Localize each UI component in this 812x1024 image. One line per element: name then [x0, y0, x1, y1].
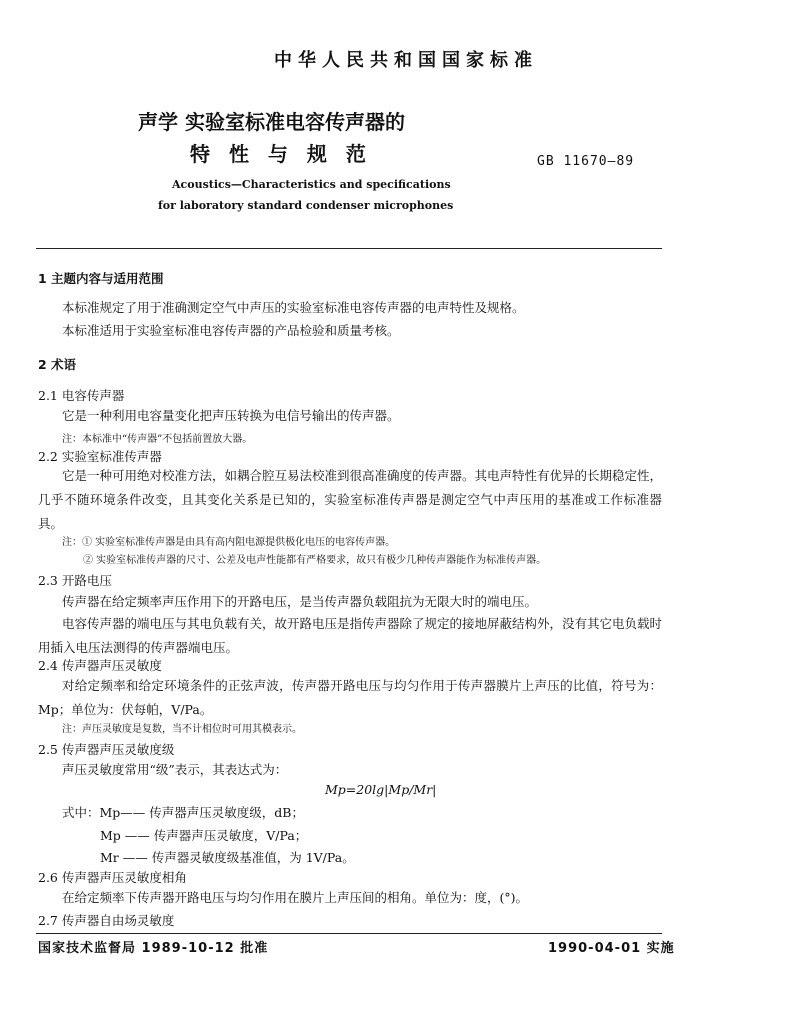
- section-2-5-paragraph: 声压灵敏度常用“级”表示，其表达式为：: [62, 762, 288, 777]
- section-2-4-paragraph: 对给定频率和给定环境条件的正弦声波，传声器开路电压与均匀作用于传声器膜片上声压的比值，符号为：Mp；单位为：伏每帕，V/Pa。: [38, 678, 662, 717]
- bottom-divider: [36, 933, 662, 934]
- section-2-3-paragraph-2: 电容传声器的端电压与其电负载有关，故开路电压是指传声器除了规定的接地屏蔽结构外，没有其它电负载时用插入电压法测得的传声器端电压。: [38, 616, 663, 655]
- standard-number: GB 11670—89: [537, 154, 635, 169]
- section-2-2-note-2: ② 实验室标准传声器的尺寸、公差及电声性能都有严格要求，故只有极少几种传声器能作为标准传声器。: [83, 555, 547, 566]
- top-divider: [36, 248, 662, 249]
- title-en-line2: for laboratory standard condenser microphones: [158, 199, 454, 212]
- section-2-5-definition-3: Mr —— 传声器灵敏度级基准值，为 1V/Pa。: [100, 850, 355, 865]
- section-2-7-heading: 2.7 传声器自由场灵敏度: [38, 913, 175, 928]
- section-2-6-paragraph: 在给定频率下传声器开路电压与均匀作用在膜片上声压间的相角。单位为：度，(°)。: [62, 890, 529, 905]
- document-header: 中华人民共和国国家标准: [274, 50, 538, 71]
- section-1-paragraph-2: 本标准适用于实验室标准电容传声器的产品检验和质量考核。: [62, 323, 400, 338]
- section-2-1-note: 注：本标准中“传声器”不包括前置放大器。: [62, 434, 253, 445]
- section-2-3-paragraph-1: 传声器在给定频率声压作用下的开路电压，是当传声器负载阻抗为无限大时的端电压。: [62, 594, 538, 609]
- effective-date: 1990-04-01 实施: [548, 941, 675, 956]
- section-2-5-definition-1: 式中：Mp—— 传声器声压灵敏度级，dB；: [62, 805, 304, 820]
- section-2-5-definition-2: Mp —— 传声器声压灵敏度，V/Pa；: [100, 828, 308, 843]
- section-2-2-heading: 2.2 实验室标准传声器: [38, 449, 162, 464]
- title-cn-line2: 特 性 与 规 范: [190, 142, 372, 166]
- section-2-1-paragraph: 它是一种利用电容量变化把声压转换为电信号输出的传声器。: [62, 408, 400, 423]
- section-2-2-paragraph: 它是一种可用绝对校准方法，如耦合腔互易法校准到很高准确度的传声器。其电声特性有优异的长期稳定性，几乎不随环境条件改变，且其变化关系是已知的，实验室标准传声器是测定空气中声压用的基准或工作标准器具。: [38, 468, 663, 531]
- section-2-2-note-1: 注：① 实验室标准传声器是由具有高内阻电源提供极化电压的电容传声器。: [62, 537, 396, 548]
- section-2-4-note: 注：声压灵敏度是复数，当不计相位时可用其模表示。: [62, 724, 302, 735]
- section-2-5-formula: Mp=20lg|Mp/Mr|: [325, 782, 437, 797]
- section-2-5-heading: 2.5 传声器声压灵敏度级: [38, 742, 175, 757]
- section-2-1-heading: 2.1 电容传声器: [38, 388, 125, 403]
- title-en-line1: Acoustics—Characteristics and specifications: [172, 178, 451, 191]
- section-2-3-heading: 2.3 开路电压: [38, 573, 112, 588]
- section-2-6-heading: 2.6 传声器声压灵敏度相角: [38, 870, 187, 885]
- section-2-heading: 2 术语: [38, 357, 77, 372]
- title-cn-line1: 声学 实验室标准电容传声器的: [138, 110, 405, 134]
- approval-date: 国家技术监督局 1989-10-12 批准: [38, 941, 269, 956]
- section-2-4-heading: 2.4 传声器声压灵敏度: [38, 658, 162, 673]
- section-1-heading: 1 主题内容与适用范围: [38, 271, 164, 286]
- section-1-paragraph-1: 本标准规定了用于准确测定空气中声压的实验室标准电容传声器的电声特性及规格。: [62, 300, 525, 315]
